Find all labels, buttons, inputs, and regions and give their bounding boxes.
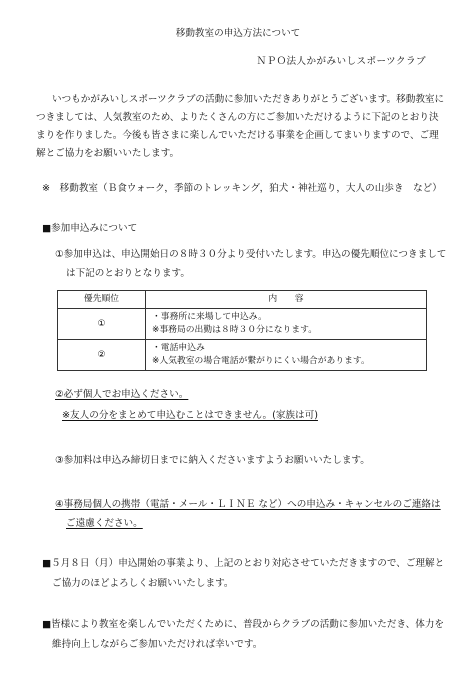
table-row	[58, 309, 427, 340]
organization-name: ＮＰＯ法人かがみいしスポーツクラブ	[256, 56, 426, 67]
table-row	[58, 340, 427, 371]
table-cell-line: ※人気教室の場合電話が繋がりにくい場合があります。	[152, 356, 370, 366]
table-header-row	[58, 291, 427, 309]
intro-line-3: まりを作りました。今後も皆さまに楽しんでいただける事業を企画してまいりますので、ご理	[36, 130, 439, 141]
item-1-line-2: は下記のとおりとなります。	[66, 268, 190, 279]
document-title: 移動教室の申込方法について	[175, 28, 301, 39]
intro-line-1: いつもかがみいしスポーツクラブの活動に参加いただきありがとうございます。移動教室に	[52, 94, 445, 105]
item-3: ③参加料は申込み締切日までに納入くださいますようお願いいたします。	[55, 455, 370, 466]
paragraph-2-line-2: ご協力のほどよろしくお願いいたします。	[52, 578, 234, 589]
section-heading: ■参加申込みについて	[42, 223, 138, 234]
table-cell-rank: ①	[58, 309, 146, 340]
table-cell-content	[146, 309, 427, 340]
table-cell-content	[146, 340, 427, 371]
paragraph-3-line-2: 維持向上しながらご参加いただければ幸いです。	[52, 639, 263, 650]
item-2: ②必ず個人でお申込ください。	[55, 389, 189, 400]
table-cell-line: ・電話申込み	[152, 343, 205, 354]
event-note: ※ 移動教室（Ｂ食ウォーク，季節のトレッキング，狛犬・神社巡り，大人の山歩き など）	[42, 183, 442, 194]
table-cell-rank: ②	[58, 340, 146, 371]
item-2-note: ※友人の分をまとめて申込むことはできません。(家族は可)	[62, 410, 318, 421]
priority-table	[57, 290, 427, 371]
table-header-content: 内 容	[146, 291, 427, 309]
item-4-line-2: ご遠慮ください。	[66, 518, 143, 529]
intro-line-2: つきましては、人気教室のため、よりたくさんの方にご参加いただけるように下記のとおり決	[36, 112, 439, 123]
paragraph-2-line-1: ■５月８日（月）申込開始の事業より、上記のとおり対応させていただきますので、ご理解と	[42, 558, 445, 569]
table-cell-line: ・事務所に来場して申込み。	[152, 312, 267, 323]
item-4-line-1: ④事務局個人の携帯（電話・メール・ＬＩＮＥ など）への申込み・キャンセルのご連絡は	[55, 499, 441, 510]
table-cell-line: ※事務局の出勤は８時３０分になります。	[152, 325, 318, 335]
intro-line-4: 解とご協力をお願いいたします。	[36, 148, 180, 159]
paragraph-3-line-1: ■皆様により教室を楽しんでいただくために、普段からクラブの活動に参加いただき、体力を	[42, 619, 445, 630]
table-header-rank: 優先順位	[58, 291, 146, 309]
item-1-line-1: ①参加申込は、申込開始日の８時３０分より受付いたします。申込の優先順位につきまして	[55, 249, 447, 260]
